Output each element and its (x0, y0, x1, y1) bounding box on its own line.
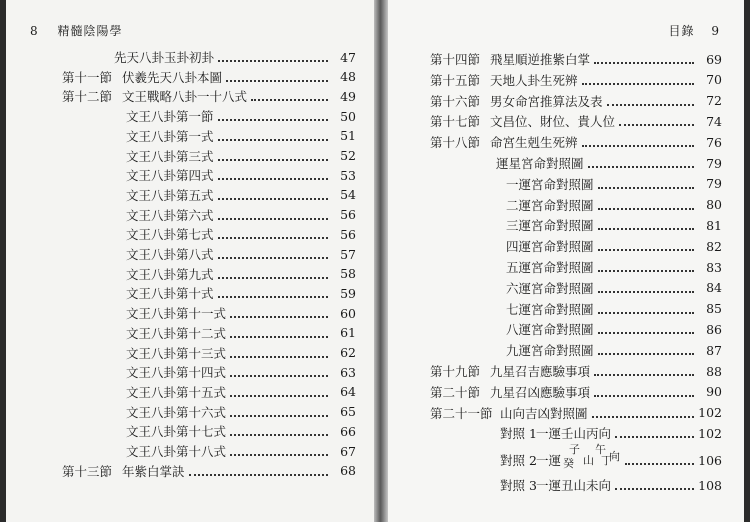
toc-section-number: 對照 1 (500, 426, 537, 442)
toc-entry (126, 146, 356, 166)
toc-page-number: 67 (340, 443, 356, 459)
dot-leader (582, 137, 694, 147)
dot-leader (592, 408, 694, 418)
toc-entry (126, 106, 356, 126)
dot-leader (230, 407, 328, 417)
dot-leader (230, 446, 328, 456)
toc-page-number: 87 (706, 342, 722, 358)
toc-entry (430, 132, 722, 152)
dot-leader (230, 328, 328, 338)
toc-page-number: 56 (340, 207, 356, 223)
toc-title: 文王八卦第十七式 (126, 424, 227, 440)
toc-title: 文王八卦第十三式 (126, 345, 227, 361)
toc-entry (506, 278, 722, 298)
dot-leader (588, 158, 694, 168)
mini-figure-char: 午 (595, 443, 607, 457)
toc-page-number: 52 (340, 148, 356, 163)
toc-entry (62, 67, 356, 87)
toc-entry (126, 323, 356, 343)
toc-page-number: 58 (340, 266, 356, 282)
toc-title: 文王八卦第六式 (126, 207, 214, 223)
dot-leader (218, 151, 328, 161)
toc-section-number: 第十一節 (62, 69, 113, 85)
toc-entry (126, 165, 356, 185)
toc-entry (126, 402, 356, 422)
right-running-title: 目錄 (668, 24, 695, 38)
toc-entry (126, 224, 356, 244)
toc-title: 七運宮命對照圖 (506, 301, 594, 317)
toc-title: 文王八卦第七式 (126, 227, 214, 243)
dot-leader (218, 269, 328, 279)
toc-entry (430, 403, 722, 423)
toc-page-number: 53 (340, 167, 356, 183)
toc-title: 文王八卦第十二式 (126, 325, 227, 341)
toc-title: 文王八卦第九式 (126, 266, 214, 282)
toc-page-number: 88 (706, 363, 722, 379)
toc-entry (126, 244, 356, 264)
toc-title: 文王八卦第三式 (126, 148, 214, 164)
dot-leader (230, 308, 328, 318)
toc-entry (126, 283, 356, 303)
toc-title: 四運宮命對照圖 (506, 239, 594, 255)
dot-leader (619, 116, 694, 126)
toc-title: 文王八卦第四式 (126, 168, 214, 184)
toc-page-number: 63 (340, 364, 356, 380)
toc-title: 男女命宮推算法及表 (490, 93, 603, 109)
toc-title: 文王八卦第十八式 (126, 444, 227, 459)
toc-page-number: 59 (340, 285, 356, 301)
toc-entry (506, 257, 722, 277)
toc-title: 九運宮命對照圖 (506, 343, 594, 359)
toc-entry (126, 441, 356, 461)
dot-leader (598, 241, 694, 251)
toc-page-number: 106 (698, 452, 722, 468)
dot-leader (218, 111, 328, 121)
left-running-head (30, 22, 122, 39)
toc-page-number: 48 (340, 69, 356, 85)
toc-entry (430, 361, 722, 381)
dot-leader (598, 304, 694, 314)
dot-leader (218, 229, 328, 239)
toc-page-number: 86 (706, 321, 722, 337)
dot-leader (598, 262, 694, 272)
toc-title: 文王八卦第五式 (126, 187, 214, 203)
toc-entry (126, 382, 356, 402)
toc-title: 文王八卦第十五式 (126, 384, 227, 400)
right-page (388, 0, 744, 522)
toc-section-number: 第十六節 (430, 93, 481, 109)
dot-leader (594, 366, 694, 376)
dot-leader (230, 426, 328, 436)
toc-page-number: 47 (340, 49, 356, 65)
toc-entry (506, 299, 722, 319)
toc-title: 命宮生剋生死辨 (490, 135, 578, 151)
toc-page-number: 66 (340, 423, 356, 439)
dot-leader (189, 466, 328, 476)
toc-page-number: 83 (706, 259, 722, 275)
toc-section-number: 第十九節 (430, 364, 481, 379)
toc-page-number: 54 (340, 187, 356, 203)
toc-entry (126, 185, 356, 205)
toc-entry (496, 153, 722, 173)
dot-leader (594, 387, 694, 397)
toc-title: 飛星順逆推紫白掌 (490, 52, 591, 67)
dot-leader (615, 480, 694, 490)
toc-title: 先天八卦玉卦初卦 (114, 50, 215, 65)
dot-leader (218, 210, 328, 220)
bleed-through-text (46, 150, 50, 164)
toc-title: 一運宮命對照圖 (506, 176, 594, 192)
toc-entry (430, 111, 722, 131)
toc-section-number: 第二十節 (430, 384, 481, 400)
toc-title: 文王八卦第八式 (126, 247, 214, 262)
toc-title: 文昌位、財位、貴人位 (490, 114, 616, 130)
toc-title: 伏羲先天八卦本圖 (122, 69, 223, 85)
dot-leader (598, 220, 694, 230)
toc-entry (62, 461, 356, 481)
toc-title: 運星宮命對照圖 (496, 156, 584, 171)
mini-figure-char: 山 (583, 454, 595, 468)
toc-title: 六運宮命對照圖 (506, 280, 594, 296)
toc-entry (430, 70, 722, 90)
dot-leader (598, 200, 694, 210)
toc-entry (506, 215, 722, 235)
toc-entry (506, 236, 722, 256)
toc-page-number: 64 (340, 384, 356, 400)
toc-title: 九星召吉應驗事項 (490, 364, 591, 379)
book-gutter (374, 0, 388, 522)
toc-page-number: 72 (706, 93, 722, 109)
toc-entry (506, 340, 722, 360)
toc-page-number: 68 (340, 463, 356, 479)
toc-page-number: 81 (706, 217, 722, 233)
toc-section-number: 第十四節 (430, 52, 481, 67)
toc-page-number: 79 (706, 176, 722, 192)
mini-compass-figure (561, 443, 621, 471)
dot-leader (594, 54, 694, 64)
mini-figure-char: 癸 (563, 457, 575, 471)
toc-entry (126, 421, 356, 441)
toc-page-number: 65 (340, 404, 356, 420)
dot-leader (230, 387, 328, 397)
dot-leader (251, 91, 328, 101)
toc-entry (430, 49, 722, 69)
toc-entry (62, 86, 356, 106)
toc-section-number: 第十八節 (430, 135, 481, 151)
toc-title: 九星召凶應驗事項 (490, 384, 591, 400)
mini-figure-char: 子 (569, 443, 581, 457)
toc-entry (500, 423, 722, 443)
toc-title: 一運 (536, 453, 562, 469)
toc-page-number: 51 (340, 128, 356, 144)
toc-page-number: 69 (706, 51, 722, 67)
toc-page-number: 50 (340, 108, 356, 124)
dot-leader (218, 288, 328, 298)
dot-leader (615, 428, 694, 438)
toc-entry (126, 126, 356, 146)
dot-leader (625, 455, 694, 465)
right-running-head (669, 22, 720, 39)
toc-page-number: 79 (706, 155, 722, 171)
dot-leader (607, 96, 694, 106)
toc-entry (126, 343, 356, 363)
toc-title: 文王八卦第一式 (126, 128, 214, 144)
toc-page-number: 84 (706, 280, 722, 296)
left-running-title: 精髓陰陽學 (57, 24, 123, 38)
toc-entry (500, 475, 722, 495)
toc-page-number: 102 (698, 405, 722, 421)
toc-entry (500, 443, 722, 471)
toc-title: 三運宮命對照圖 (506, 218, 594, 234)
toc-title: 八運宮命對照圖 (506, 322, 594, 338)
toc-entry (506, 174, 722, 194)
toc-page-number: 70 (706, 72, 722, 88)
toc-entry (114, 47, 356, 67)
dot-leader (226, 72, 328, 82)
toc-title: 文王八卦第十四式 (126, 365, 227, 381)
toc-section-number: 第十七節 (430, 114, 481, 130)
dot-leader (218, 249, 328, 259)
toc-title: 文王八卦第十式 (126, 286, 214, 302)
toc-page-number: 85 (706, 301, 722, 317)
dot-leader (582, 75, 694, 85)
toc-page-number: 82 (706, 238, 722, 254)
toc-title: 二運宮命對照圖 (506, 197, 594, 213)
toc-section-number: 第十三節 (62, 463, 113, 479)
toc-section-number: 對照 2 (500, 453, 537, 469)
dot-leader (230, 367, 328, 377)
toc-title: 天地人卦生死辨 (490, 72, 578, 88)
left-page (6, 0, 374, 522)
mini-figure-char: 向 (609, 450, 621, 464)
dot-leader (230, 348, 328, 358)
dot-leader (218, 131, 328, 141)
toc-section-number: 對照 3 (500, 478, 537, 493)
toc-page-number: 57 (340, 246, 356, 262)
dot-leader (218, 52, 328, 62)
right-page-number: 9 (711, 24, 720, 38)
toc-entry (430, 91, 722, 111)
toc-title: 山向吉凶對照圖 (500, 405, 588, 421)
dot-leader (598, 283, 694, 293)
toc-page-number: 61 (340, 325, 356, 341)
toc-title: 年紫白掌訣 (122, 463, 185, 479)
toc-title: 文王戰略八卦一十八式 (122, 89, 248, 105)
toc-page-number: 49 (340, 88, 356, 104)
toc-page-number: 60 (340, 305, 356, 321)
toc-title: 五運宮命對照圖 (506, 260, 594, 275)
toc-entry (506, 319, 722, 339)
toc-title: 文王八卦第十一式 (126, 306, 227, 322)
toc-section-number: 第十二節 (62, 89, 113, 105)
toc-page-number: 76 (706, 134, 722, 150)
toc-page-number: 56 (340, 226, 356, 242)
toc-page-number: 62 (340, 345, 356, 360)
toc-title: 文王八卦第一節 (126, 109, 214, 125)
toc-entry (126, 362, 356, 382)
toc-section-number: 第二十一節 (430, 405, 493, 421)
toc-entry (430, 382, 722, 402)
toc-title: 一運壬山丙向 (536, 426, 612, 442)
dot-leader (598, 324, 694, 334)
toc-page-number: 108 (698, 477, 722, 493)
dot-leader (218, 170, 328, 180)
dot-leader (598, 179, 694, 189)
mini-figure-char: 丁 (601, 454, 613, 468)
toc-page-number: 74 (706, 113, 722, 129)
dot-leader (218, 190, 328, 200)
toc-entry (506, 195, 722, 215)
toc-title: 一運丑山未向 (536, 478, 612, 493)
toc-entry (126, 264, 356, 284)
toc-page-number: 80 (706, 197, 722, 213)
toc-title: 文王八卦第十六式 (126, 404, 227, 420)
toc-page-number: 102 (698, 425, 722, 441)
toc-page-number: 90 (706, 384, 722, 400)
dot-leader (598, 345, 694, 355)
toc-section-number: 第十五節 (430, 72, 481, 88)
left-page-number: 8 (30, 24, 39, 38)
toc-entry (126, 205, 356, 225)
toc-entry (126, 303, 356, 323)
